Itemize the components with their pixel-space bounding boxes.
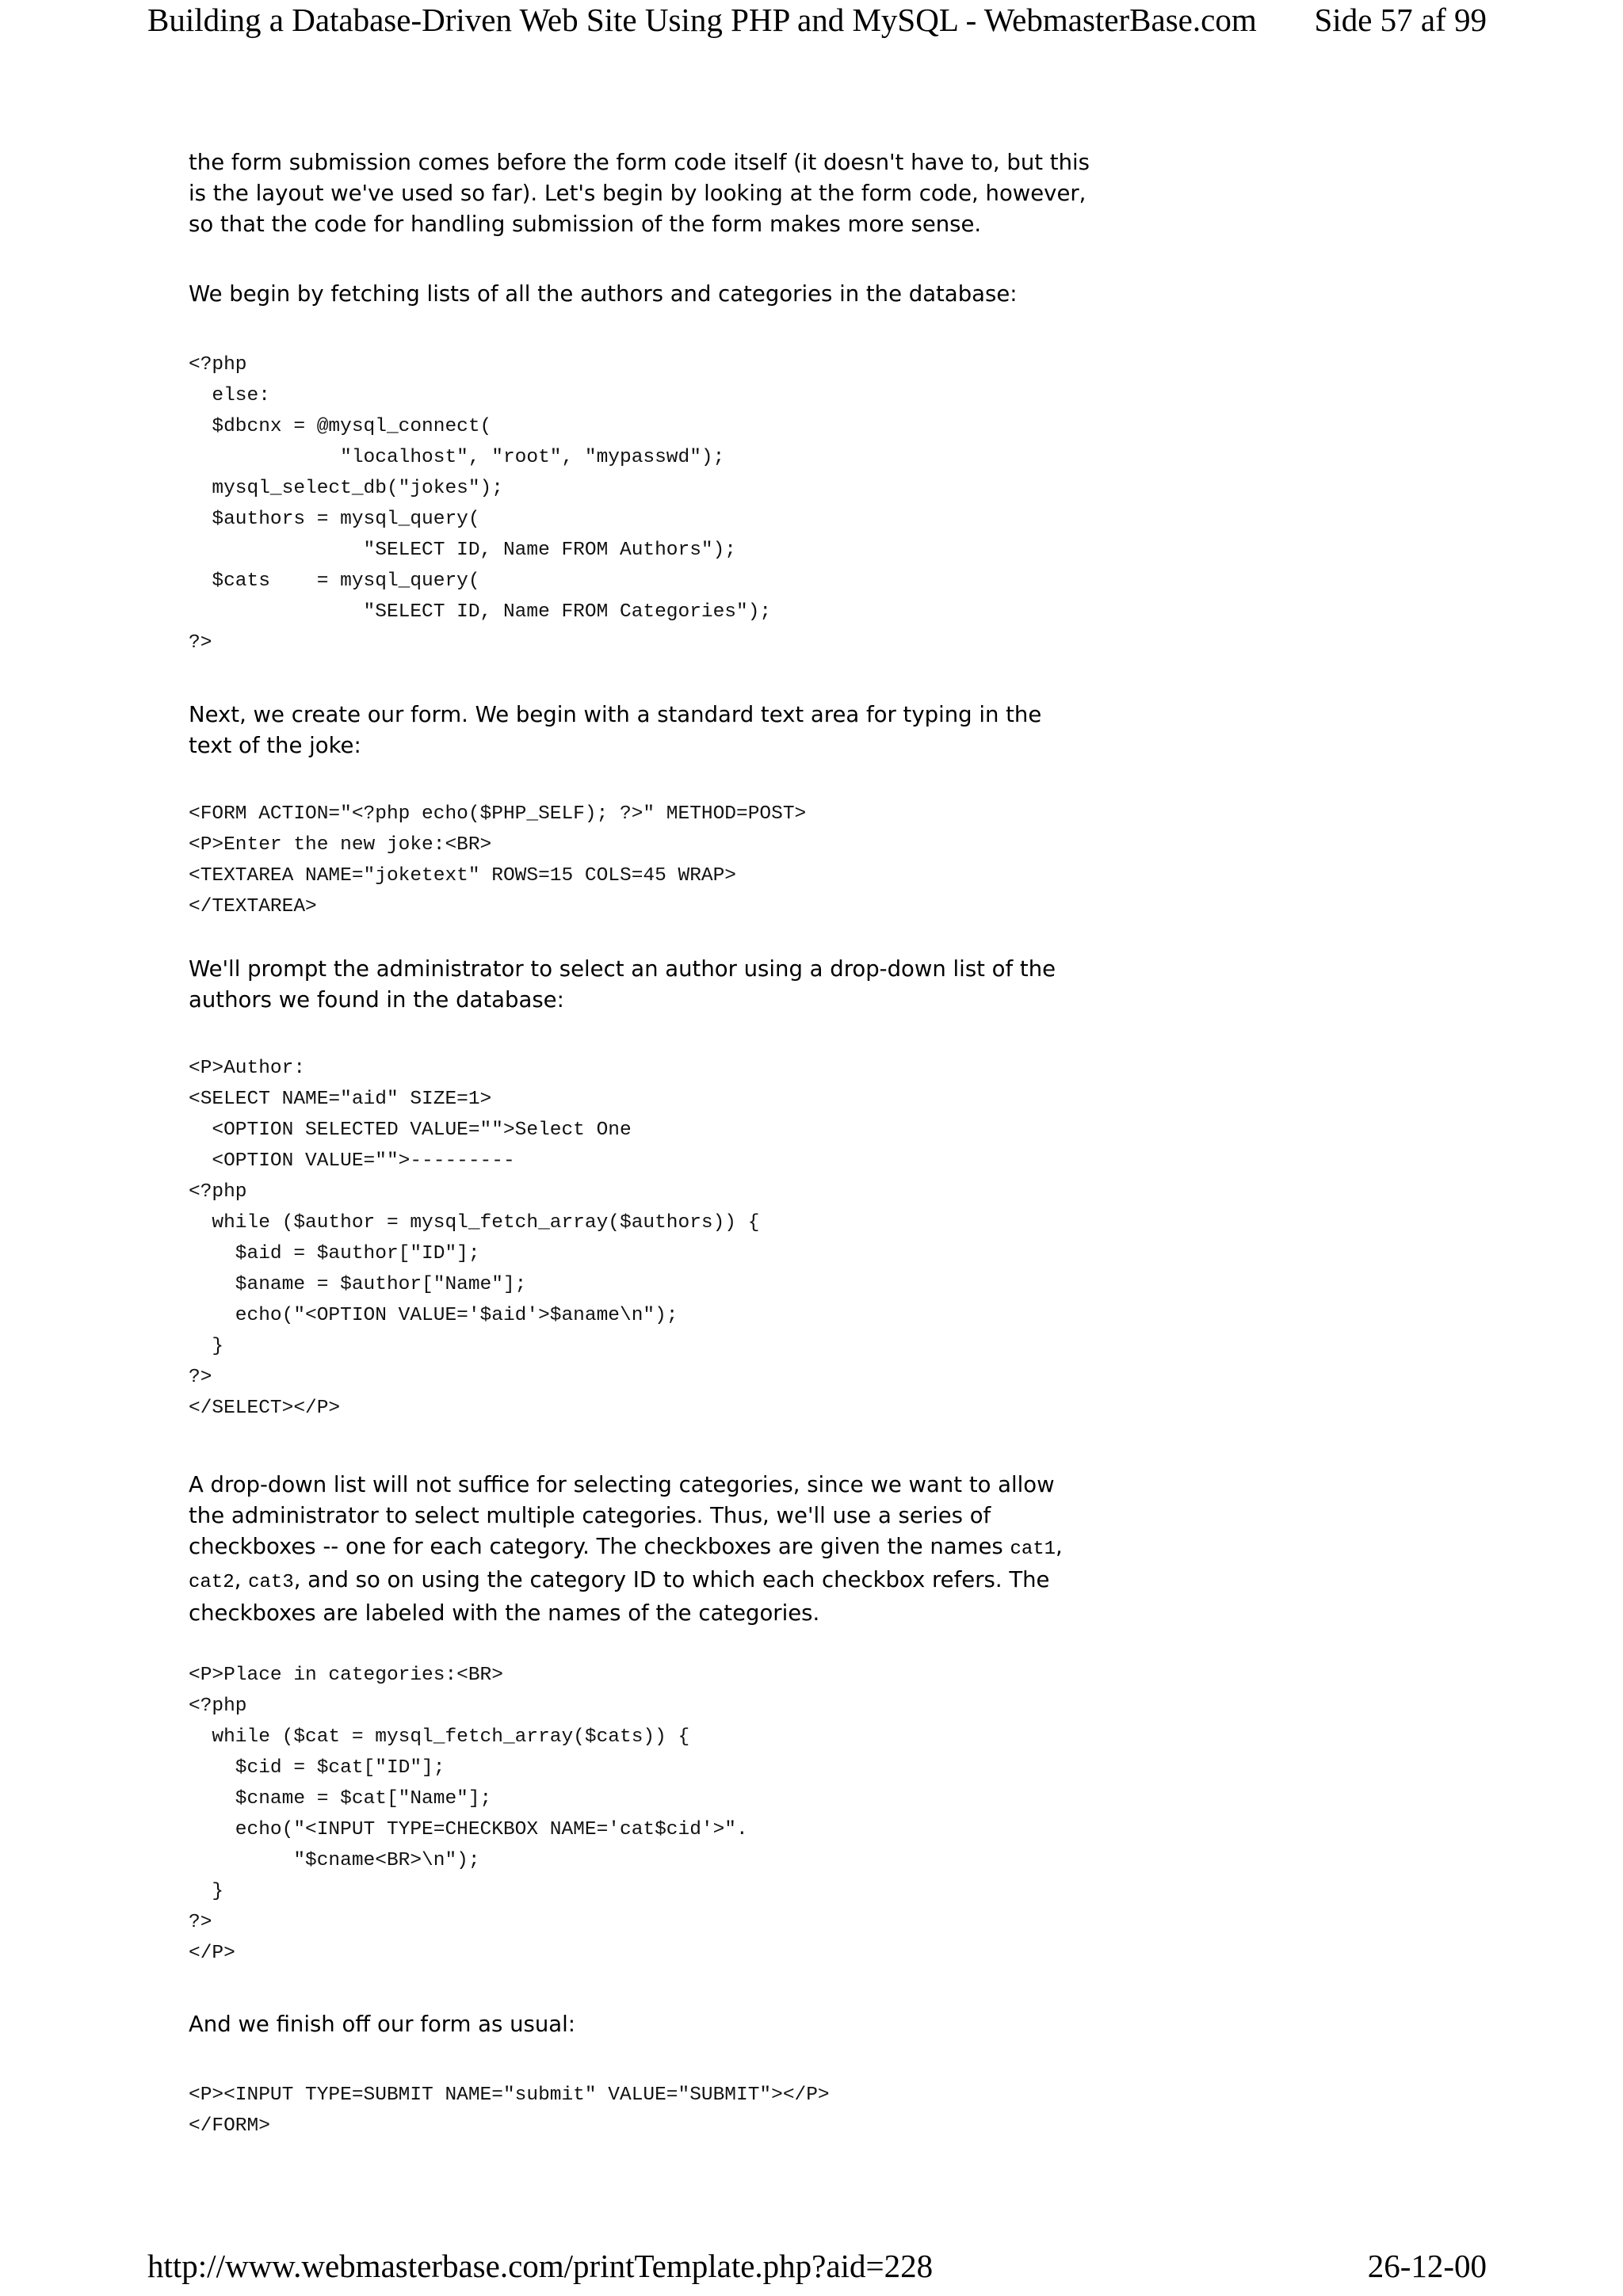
code-block-fetch: <?php else: $dbcnx = @mysql_connect( "localhost", "root", "mypasswd"); mysql_select_db("jokes"); $authors = mysql_query( "SELECT ID, Name FROM Authors"); $cats = mysql_query( "SELECT ID, Name FROM Categories"); ?> xyxy=(189,354,772,654)
inline-code: cat2 xyxy=(189,1572,235,1593)
paragraph-text: A drop-down list will not suffice for selecting categories, since we want to allow the administrator to select multiple categories. Thus, we'll use a series of checkboxes -- one for each category. The checkboxes are given the names xyxy=(189,1472,1055,1559)
code-block-categories: <P>Place in categories:<BR> <?php while ($cat = mysql_fetch_array($cats)) { $cid = $cat["ID"]; $cname = $cat["Name"]; echo("<INPUT TYPE=CHECKBOX NAME='cat$cid'>". "$cname<BR>\n"); } ?> </P> xyxy=(189,1665,748,1964)
paragraph-categories xyxy=(189,1470,1063,1629)
paragraph-intro: the form submission comes before the form code itself (it doesn't have to, but this is the layout we've used so far). Let's begin by looking at the form code, however, so that the code for handling submission of the form makes more sense. xyxy=(189,150,1090,237)
paragraph-create-form: Next, we create our form. We begin with a standard text area for typing in the text of the joke: xyxy=(189,702,1042,758)
paragraph-finish-form: And we finish off our form as usual: xyxy=(189,2012,576,2037)
paragraph-fetch-lists: We begin by fetching lists of all the authors and categories in the database: xyxy=(189,281,1018,307)
paragraph-author-prompt: We'll prompt the administrator to select an author using a drop-down list of the authors we found in the database: xyxy=(189,956,1056,1013)
paragraph-text: , and so on using the category ID to which each checkbox refers. The checkboxes are labeled with the names of the categories. xyxy=(189,1567,1050,1626)
code-block-submit: <P><INPUT TYPE=SUBMIT NAME="submit" VALUE="SUBMIT"></P> </FORM> xyxy=(189,2084,830,2137)
inline-code: cat3 xyxy=(248,1572,294,1593)
page-number: Side 57 af 99 xyxy=(1314,2,1487,38)
inline-code: cat1 xyxy=(1010,1539,1056,1560)
page-header xyxy=(147,0,1487,40)
print-date: 26-12-00 xyxy=(1367,2248,1487,2284)
source-url: http://www.webmasterbase.com/printTemplate.php?aid=228 xyxy=(147,2248,934,2284)
paragraph-text: , xyxy=(234,1567,249,1592)
code-block-form: <FORM ACTION="<?php echo($PHP_SELF); ?>" METHOD=POST> <P>Enter the new joke:<BR> <TEXTAREA NAME="joketext" ROWS=15 COLS=45 WRAP> </TEXTAREA> xyxy=(189,803,807,917)
code-block-author-select: <P>Author: <SELECT NAME="aid" SIZE=1> <OPTION SELECTED VALUE="">Select One <OPTION VALUE="">--------- <?php while ($author = mysql_fetch_array($authors)) { $aid = $author["ID"]; $aname = $author["Name"]; echo("<OPTION VALUE='$aid'>$aname\n"); } ?> </SELECT></P> xyxy=(189,1058,760,1419)
document-title: Building a Database-Driven Web Site Using PHP and MySQL - WebmasterBase.com xyxy=(147,2,1257,38)
paragraph-text: , xyxy=(1056,1534,1063,1559)
page-footer xyxy=(147,2246,1487,2286)
